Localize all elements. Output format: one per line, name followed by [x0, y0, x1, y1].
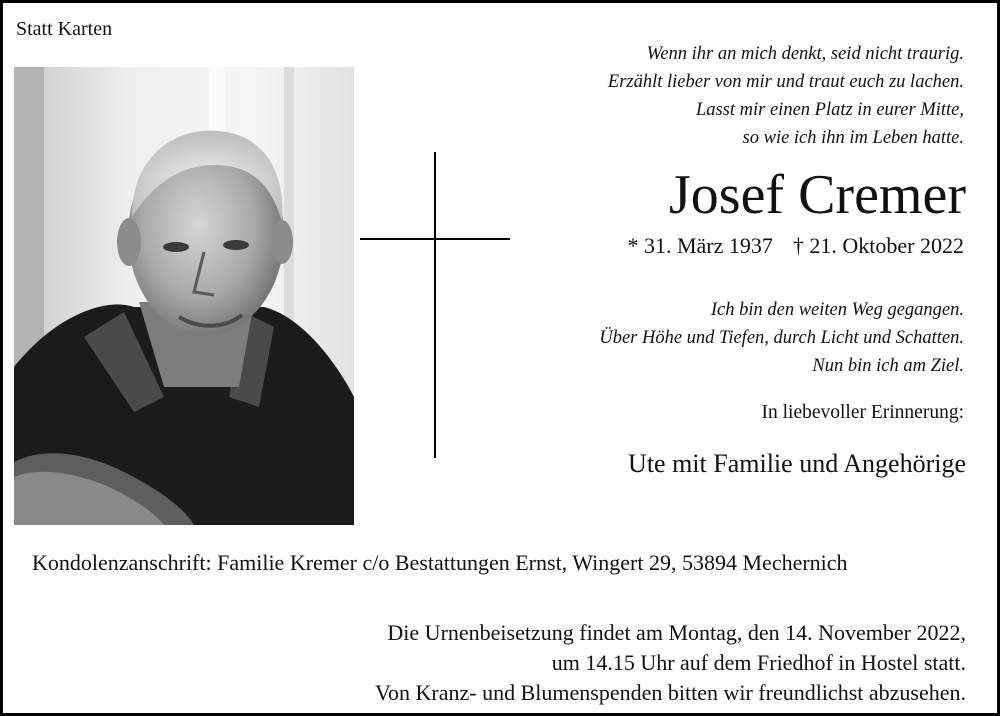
poem-bottom-line: Über Höhe und Tiefen, durch Licht und Schatten.: [599, 328, 964, 348]
condolence-address: Kondolenzanschrift: Familie Kremer c/o Bestattungen Ernst, Wingert 29, 53894 Mechernich: [32, 550, 848, 575]
life-dates: [627, 233, 964, 259]
birth-date: * 31. März 1937: [627, 233, 773, 258]
poem-top-line: Lasst mir einen Platz in eurer Mitte,: [695, 100, 964, 120]
header-label: Statt Karten: [16, 18, 113, 40]
poem-bottom-line: Ich bin den weiten Weg gegangen.: [710, 300, 964, 320]
memory-label: In liebevoller Erinnerung:: [761, 402, 964, 423]
service-line: um 14.15 Uhr auf dem Friedhof in Hostel statt.: [551, 650, 966, 675]
poem-bottom: [599, 296, 964, 380]
poem-top-line: Erzählt lieber von mir und traut euch zu lachen.: [607, 72, 964, 92]
family-signature: Ute mit Familie und Angehörige: [628, 449, 966, 478]
poem-top: [608, 40, 964, 152]
cross-icon: [360, 152, 510, 458]
service-info: [375, 618, 966, 708]
deceased-name: Josef Cremer: [668, 164, 966, 226]
service-line: Die Urnenbeisetzung findet am Montag, den 14. November 2022,: [387, 620, 966, 645]
service-line: Von Kranz- und Blumenspenden bitten wir freundlichst abzusehen.: [374, 680, 966, 705]
poem-top-line: so wie ich ihn im Leben hatte.: [742, 128, 964, 148]
poem-bottom-line: Nun bin ich am Ziel.: [812, 356, 964, 376]
death-date: † 21. Oktober 2022: [792, 233, 964, 258]
poem-top-line: Wenn ihr an mich denkt, seid nicht traurig.: [646, 44, 964, 64]
portrait-photo: [14, 67, 354, 525]
